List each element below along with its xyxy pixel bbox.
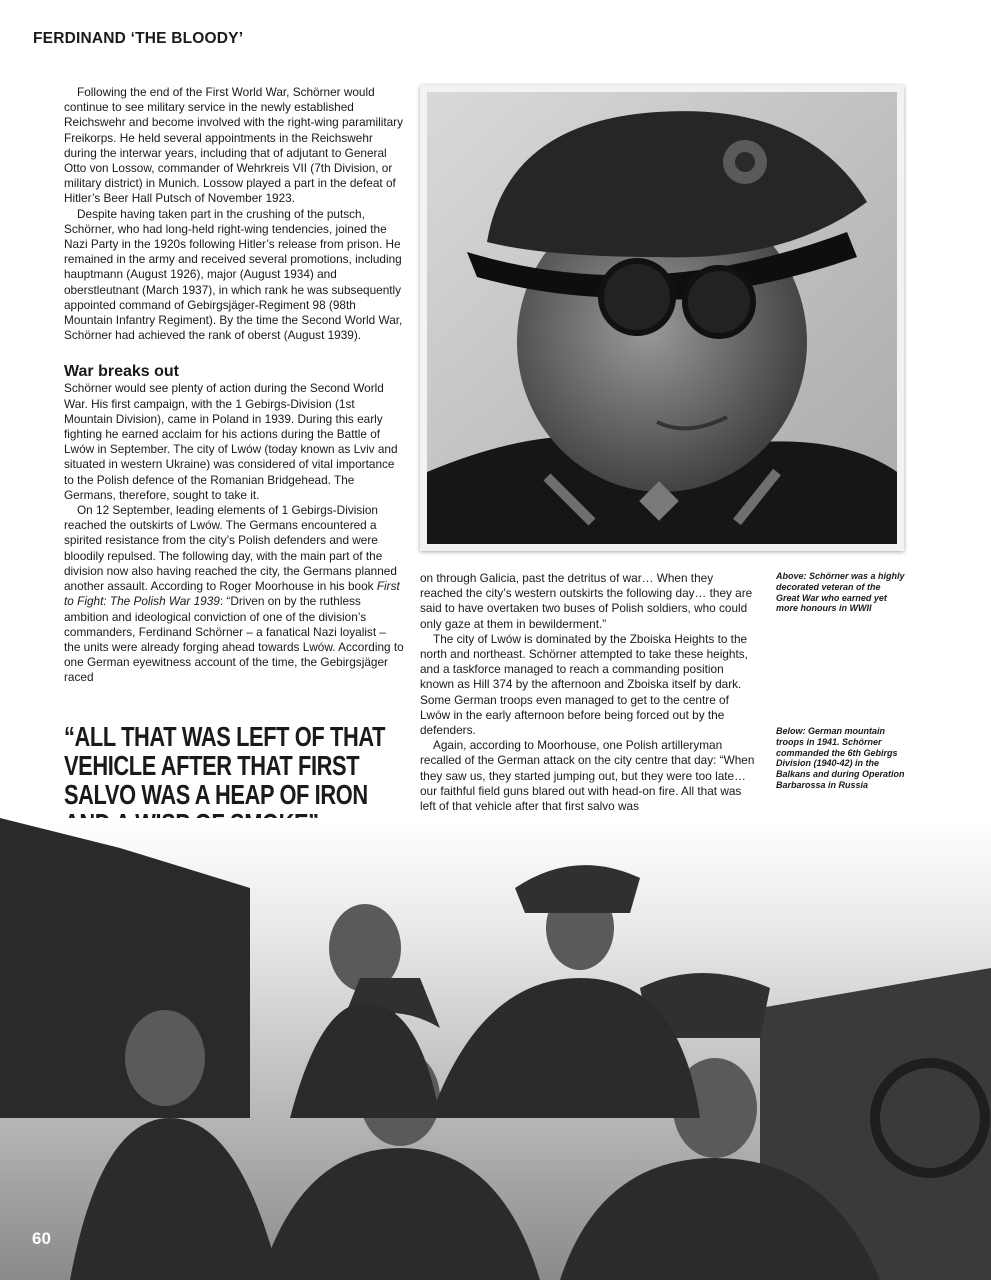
body-text: On 12 September, leading elements of 1 Gebirgs-Division reached the outskirts of Lwów. The Germans encountered a spirited resistance from the city’s Polish defenders and were bloodily repulsed. The following day, with the main part of the division now also having reached the city, the Germans planned another assault. According to Roger Moorhouse in his book — [64, 503, 397, 594]
caption-lead: Below: — [776, 726, 806, 736]
body-text: : “Driven on by the ruthless ambition and ideological conviction of one of the division’s commanders, Ferdinand Schörner – a fanatical Nazi loyalist – the units were already forging ahead towards Lwów. According to one German eyewitness account of the time, the Gebirgsjäger raced — [64, 594, 404, 685]
caption-lead: Above: — [776, 571, 807, 581]
body-paragraph: Schörner would see plenty of action during the Second World War. His first campaign, with the 1 Gebirgs-Division (1st Mountain Division), came in Poland in 1939. During this early fighting he earned acclaim for his actions during the Battle of Lwów in September. The city of Lwów (today known as Lviv and situated in western Ukraine) was considered of vital importance to the Polish defence of the Romanian Bridgehead. The Germans, therefore, sought to take it. — [64, 381, 398, 502]
caption-text: Schörner was a highly decorated veteran of the Great War who earned yet more honours in WWII — [776, 571, 905, 614]
running-header: FERDINAND ‘THE BLOODY’ — [33, 30, 244, 47]
troops-image — [0, 818, 991, 1280]
article-column-1 — [64, 85, 404, 686]
section-subheading: War breaks out — [64, 363, 179, 381]
body-paragraph: Following the end of the First World War, Schörner would continue to see military service in the newly established Reichswehr and become involved with the right-wing paramilitary Freikorps. He held several appointments in the Reichswehr during the interwar years, including that of adjutant to General Otto von Lossow, commander of Wehrkreis VII (7th Division, or military district) in Munich. Lossow played a part in the defeat of Hitler’s Beer Hall Putsch of November 1923. — [64, 85, 403, 206]
body-paragraph: on through Galicia, past the detritus of war… When they reached the city’s western outskirts the following day… they are said to have overtaken two buses of Polish soldiers, who could only gaze at them in bewilderment.” — [420, 571, 753, 631]
body-paragraph: Again, according to Moorhouse, one Polish artilleryman recalled of the German attack on the city centre that day: “When they saw us, they started jumping out, but they were too late… our faithful field guns blared out with head-on fire. All that was left of that vehicle after that first salvo was — [420, 738, 755, 814]
caption-below — [776, 726, 906, 791]
body-paragraph: Despite having taken part in the crushing of the putsch, Schörner, who had long-held right-wing tendencies, joined the Nazi Party in the 1920s following Hitler’s release from prison. He remained in the army and received several promotions, including hauptmann (August 1926), major (August 1934) and oberstleutnant (March 1937), in which rank he was subsequently appointed command of Gebirgsjäger-Regiment 98 (98th Mountain Infantry Regiment). By the time the Second World War, Schörner had achieved the rank of oberst (August 1939). — [64, 206, 403, 343]
caption-above — [776, 571, 906, 614]
caption-text: German mountain troops in 1941. Schörner commanded the 6th Gebirgs Division (1940-42) in the Balkans and during Operation Barbarossa in Russia — [776, 726, 905, 790]
book-title: First to Fight: The Polish War 1939 — [64, 579, 400, 609]
body-paragraph — [64, 503, 404, 685]
portrait-photo — [420, 85, 904, 551]
page-number: 60 — [32, 1229, 51, 1248]
troops-photo — [0, 818, 991, 1280]
pull-quote: “ALL THAT WAS LEFT OF THAT VEHICLE AFTER THAT FIRST SALVO WAS A HEAP OF IRON — [64, 721, 386, 810]
article-column-2 — [420, 571, 756, 814]
portrait-image — [427, 92, 897, 544]
body-paragraph: The city of Lwów is dominated by the Zboiska Heights to the north and northeast. Schörner attempted to take these heights, and a taskforce managed to reach a commanding position known as Hill 374 by the afternoon and Zboiska itself by dark. Some German troops even managed to get to the centre of Lwów in the early afternoon before being forced out by the defenders. — [420, 631, 748, 738]
